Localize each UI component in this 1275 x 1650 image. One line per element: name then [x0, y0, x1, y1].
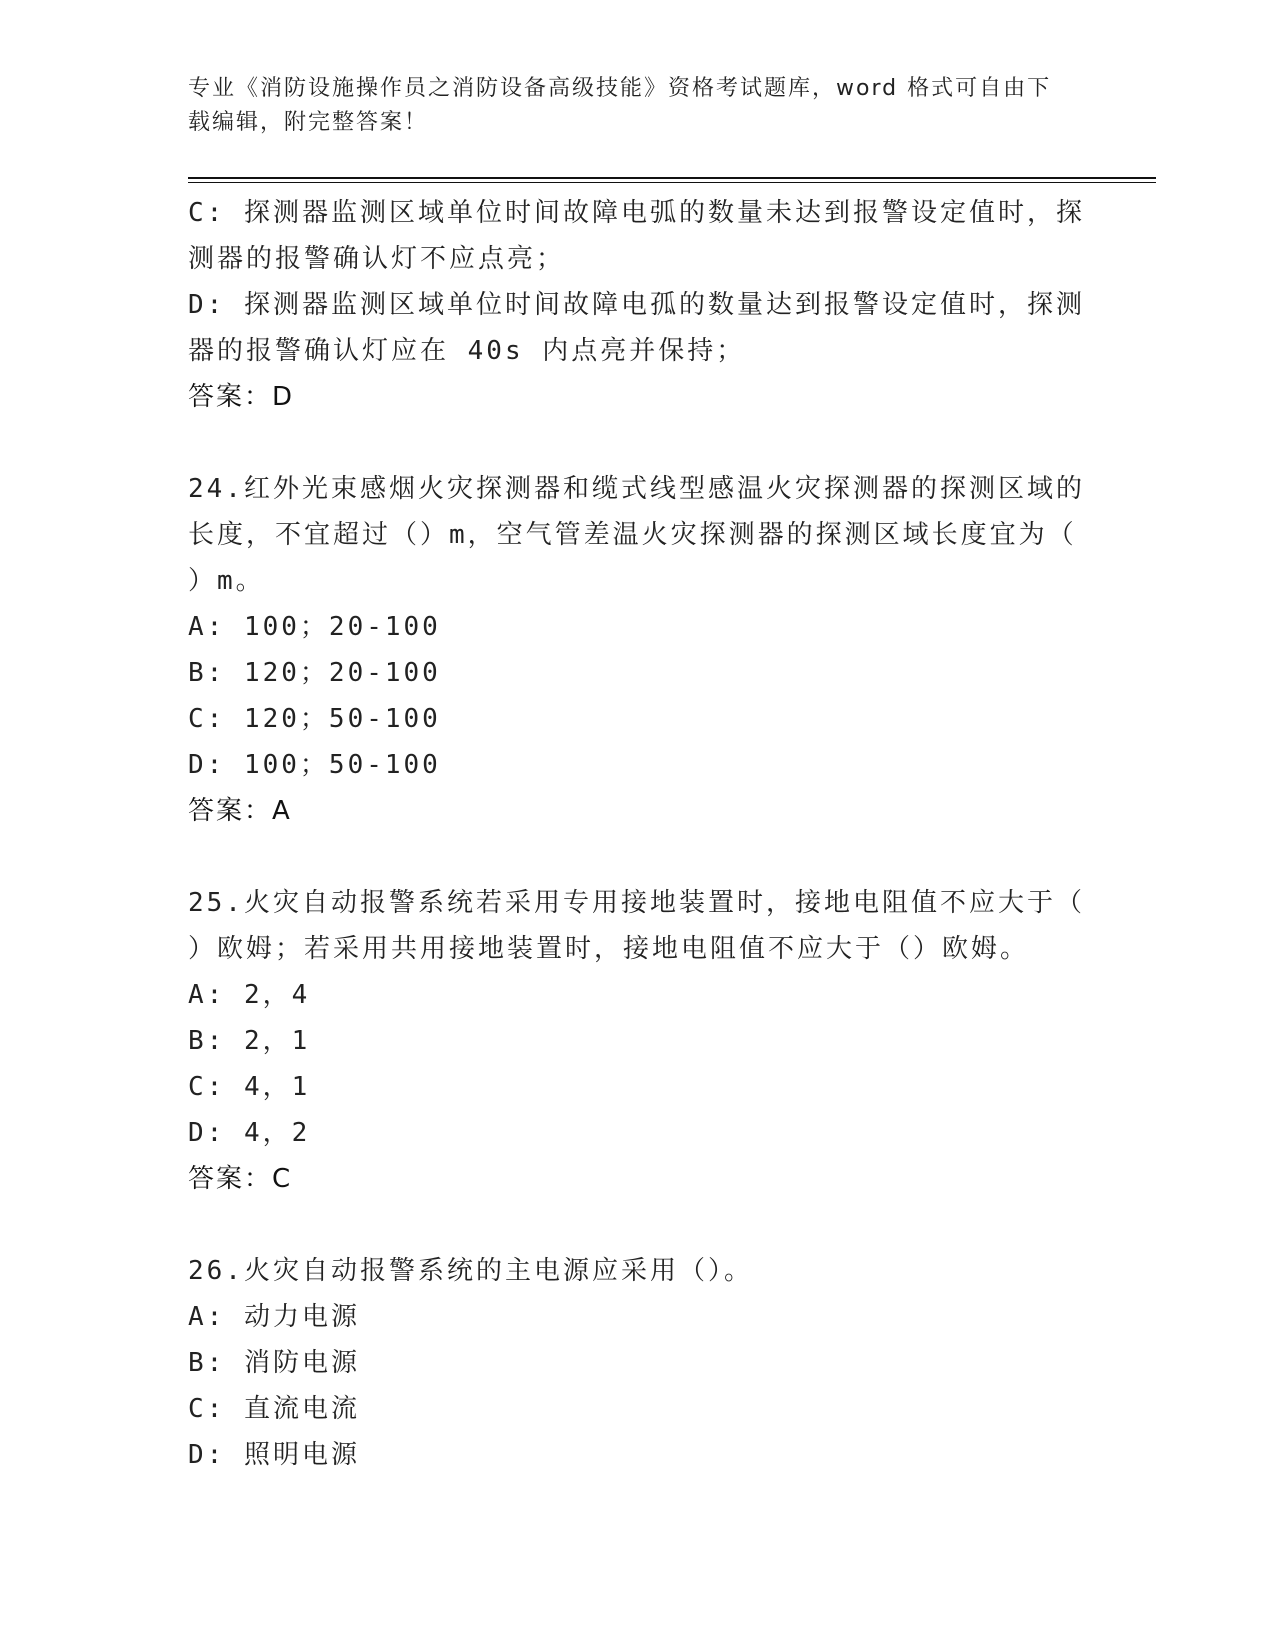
q26-option-d: D: 照明电源 [188, 1440, 360, 1470]
document-header [188, 72, 1088, 140]
q23-answer: 答案：D [188, 382, 295, 412]
q23-option-c-line-2: 测器的报警确认灯不应点亮； [188, 244, 566, 274]
q23-option-d-line-2: 器的报警确认灯应在 40s 内点亮并保持； [188, 336, 746, 366]
q26-stem-line-1: 26.火灾自动报警系统的主电源应采用（）。 [188, 1256, 753, 1286]
q23-option-c-line-1: C: 探测器监测区域单位时间故障电弧的数量未达到报警设定值时，探 [188, 198, 1085, 228]
question-content [188, 190, 1088, 1478]
q24-answer: 答案：A [188, 796, 292, 826]
q26-option-a: A: 动力电源 [188, 1302, 360, 1332]
q25-stem-line-1: 25.火灾自动报警系统若采用专用接地装置时，接地电阻值不应大于（ [188, 888, 1085, 918]
q24-stem-line-2: 长度，不宜超过（）m，空气管差温火灾探测器的探测区域长度宜为（ [188, 520, 1077, 550]
q25-option-a: A: 2，4 [188, 980, 311, 1010]
header-line-2: 载编辑，附完整答案！ [188, 110, 429, 135]
q24-stem-line-3: ）m。 [188, 566, 265, 596]
q25-option-c: C: 4，1 [188, 1072, 311, 1102]
question-23-fragment [188, 190, 1088, 420]
q23-option-d-line-1: D: 探测器监测区域单位时间故障电孤的数量达到报警设定值时，探测 [188, 290, 1085, 320]
question-26 [188, 1248, 1088, 1478]
q26-option-b: B: 消防电源 [188, 1348, 360, 1378]
question-24 [188, 466, 1088, 834]
q25-stem-line-2: ）欧姆；若采用共用接地装置时，接地电阻值不应大于（）欧姆。 [188, 934, 1030, 964]
q26-option-c: C: 直流电流 [188, 1394, 360, 1424]
q25-answer: 答案：C [188, 1164, 293, 1194]
q24-option-c: C: 120；50-100 [188, 704, 441, 734]
q24-option-a: A: 100；20-100 [188, 612, 441, 642]
spacer [188, 1202, 1088, 1248]
header-line-1: 专业《消防设施操作员之消防设备高级技能》资格考试题库，word 格式可自由下 [188, 76, 1052, 101]
header-divider-thick [188, 177, 1156, 179]
spacer [188, 420, 1088, 466]
question-25 [188, 880, 1088, 1202]
q24-option-b: B: 120；20-100 [188, 658, 441, 688]
q25-option-b: B: 2，1 [188, 1026, 311, 1056]
q24-option-d: D: 100；50-100 [188, 750, 441, 780]
header-divider-thin [188, 182, 1156, 183]
q24-stem-line-1: 24.红外光束感烟火灾探测器和缆式线型感温火灾探测器的探测区域的 [188, 474, 1085, 504]
spacer [188, 834, 1088, 880]
q25-option-d: D: 4，2 [188, 1118, 311, 1148]
